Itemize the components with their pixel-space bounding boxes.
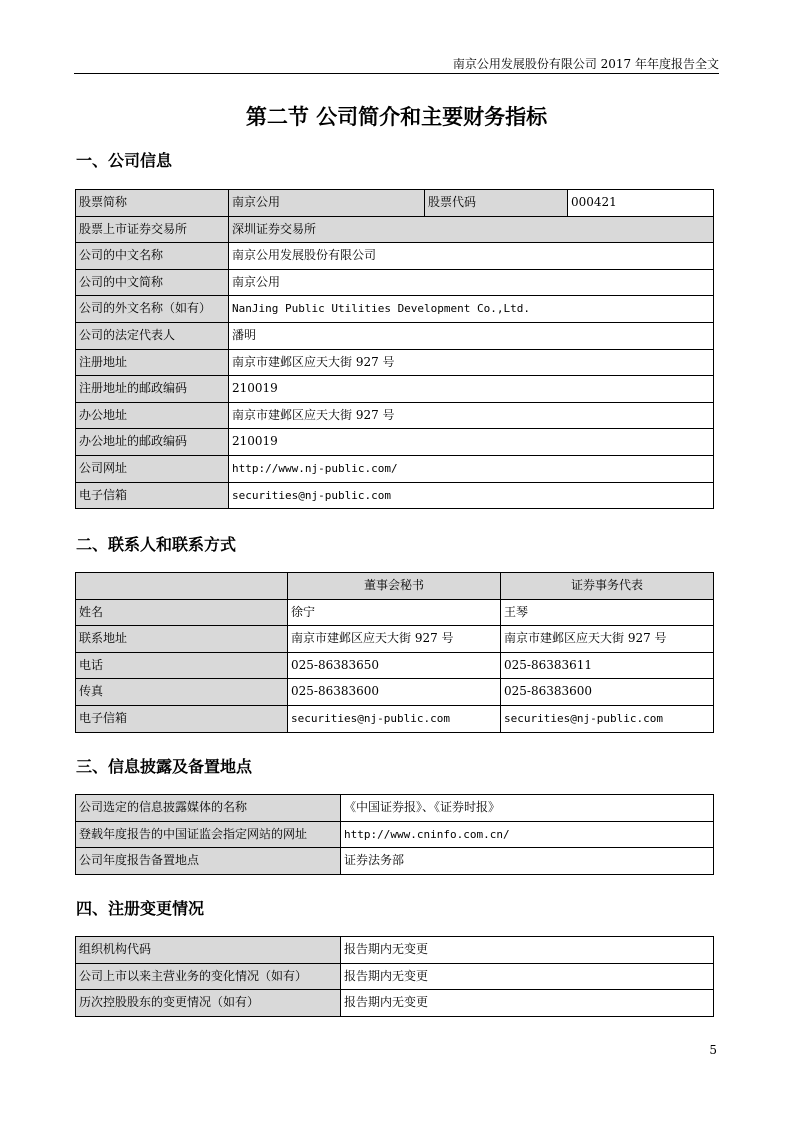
en-name-value: NanJing Public Utilities Development Co.,Ltd. xyxy=(229,296,714,323)
running-header: 南京公用发展股份有限公司 2017 年年度报告全文 xyxy=(452,57,719,71)
table-row xyxy=(76,795,714,822)
contact-secretary-value: 025-86383650 xyxy=(288,652,501,679)
registration-value: 报告期内无变更 xyxy=(341,937,714,964)
exchange-value: 深圳证券交易所 xyxy=(229,216,714,243)
registration-label: 历次控股股东的变更情况（如有） xyxy=(76,990,341,1017)
contact-rep-value: 025-86383611 xyxy=(501,652,714,679)
stock-short-value: 南京公用 xyxy=(229,190,425,217)
reg-zip-value: 210019 xyxy=(229,376,714,403)
legal-rep-label: 公司的法定代表人 xyxy=(76,322,229,349)
header-rule xyxy=(74,73,719,74)
stock-code-value: 000421 xyxy=(568,190,714,217)
contact-row-label: 电子信箱 xyxy=(76,705,288,732)
table-row xyxy=(76,216,714,243)
table-row xyxy=(76,652,714,679)
section-title: 第二节 公司简介和主要财务指标 xyxy=(245,105,548,129)
table-row xyxy=(76,821,714,848)
registration-table xyxy=(75,936,714,1017)
table-row xyxy=(76,190,714,217)
exchange-label: 股票上市证券交易所 xyxy=(76,216,229,243)
contact-rep-value: securities@nj-public.com xyxy=(501,705,714,732)
heading-contacts: 二、联系人和联系方式 xyxy=(76,535,237,554)
en-name-label: 公司的外文名称（如有） xyxy=(76,296,229,323)
website-label: 公司网址 xyxy=(76,455,229,482)
heading-registration: 四、注册变更情况 xyxy=(76,899,205,918)
cn-short-label: 公司的中文简称 xyxy=(76,269,229,296)
table-row xyxy=(76,269,714,296)
table-row xyxy=(76,990,714,1017)
page-number: 5 xyxy=(709,1043,717,1057)
stock-short-label: 股票简称 xyxy=(76,190,229,217)
disclosure-label: 登载年度报告的中国证监会指定网站的网址 xyxy=(76,821,341,848)
table-row xyxy=(76,349,714,376)
contacts-table xyxy=(75,572,714,733)
table-row xyxy=(76,482,714,509)
disclosure-value: 《中国证券报》、《证券时报》 xyxy=(341,795,714,822)
registration-value: 报告期内无变更 xyxy=(341,963,714,990)
contact-rep-value: 王琴 xyxy=(501,599,714,626)
table-row xyxy=(76,243,714,270)
contacts-col-secretary: 董事会秘书 xyxy=(288,573,501,600)
table-row xyxy=(76,429,714,456)
contact-row-label: 传真 xyxy=(76,679,288,706)
cn-short-value: 南京公用 xyxy=(229,269,714,296)
disclosure-label: 公司选定的信息披露媒体的名称 xyxy=(76,795,341,822)
contact-row-label: 联系地址 xyxy=(76,626,288,653)
reg-zip-label: 注册地址的邮政编码 xyxy=(76,376,229,403)
table-row xyxy=(76,937,714,964)
registration-label: 组织机构代码 xyxy=(76,937,341,964)
contact-secretary-value: securities@nj-public.com xyxy=(288,705,501,732)
email-value: securities@nj-public.com xyxy=(229,482,714,509)
disclosure-label: 公司年度报告备置地点 xyxy=(76,848,341,875)
website-value: http://www.nj-public.com/ xyxy=(229,455,714,482)
office-addr-value: 南京市建邺区应天大街 927 号 xyxy=(229,402,714,429)
disclosure-table xyxy=(75,794,714,875)
registration-label: 公司上市以来主营业务的变化情况（如有） xyxy=(76,963,341,990)
table-row xyxy=(76,402,714,429)
reg-addr-label: 注册地址 xyxy=(76,349,229,376)
reg-addr-value: 南京市建邺区应天大街 927 号 xyxy=(229,349,714,376)
contact-secretary-value: 南京市建邺区应天大街 927 号 xyxy=(288,626,501,653)
heading-company-info: 一、公司信息 xyxy=(76,151,173,170)
table-row xyxy=(76,376,714,403)
legal-rep-value: 潘明 xyxy=(229,322,714,349)
table-row xyxy=(76,626,714,653)
contacts-corner xyxy=(76,573,288,600)
table-row xyxy=(76,679,714,706)
table-row xyxy=(76,455,714,482)
disclosure-value: http://www.cninfo.com.cn/ xyxy=(341,821,714,848)
registration-value: 报告期内无变更 xyxy=(341,990,714,1017)
contact-rep-value: 025-86383600 xyxy=(501,679,714,706)
table-row xyxy=(76,848,714,875)
table-row xyxy=(76,322,714,349)
email-label: 电子信箱 xyxy=(76,482,229,509)
cn-name-value: 南京公用发展股份有限公司 xyxy=(229,243,714,270)
company-info-table xyxy=(75,189,714,509)
table-row xyxy=(76,296,714,323)
office-zip-value: 210019 xyxy=(229,429,714,456)
cn-name-label: 公司的中文名称 xyxy=(76,243,229,270)
contact-rep-value: 南京市建邺区应天大街 927 号 xyxy=(501,626,714,653)
stock-code-label: 股票代码 xyxy=(425,190,568,217)
contacts-col-rep: 证券事务代表 xyxy=(501,573,714,600)
table-row xyxy=(76,705,714,732)
office-zip-label: 办公地址的邮政编码 xyxy=(76,429,229,456)
table-row xyxy=(76,573,714,600)
contact-secretary-value: 徐宁 xyxy=(288,599,501,626)
contact-row-label: 姓名 xyxy=(76,599,288,626)
contact-secretary-value: 025-86383600 xyxy=(288,679,501,706)
contact-row-label: 电话 xyxy=(76,652,288,679)
disclosure-value: 证券法务部 xyxy=(341,848,714,875)
heading-disclosure: 三、信息披露及备置地点 xyxy=(76,757,253,776)
table-row xyxy=(76,963,714,990)
table-row xyxy=(76,599,714,626)
office-addr-label: 办公地址 xyxy=(76,402,229,429)
